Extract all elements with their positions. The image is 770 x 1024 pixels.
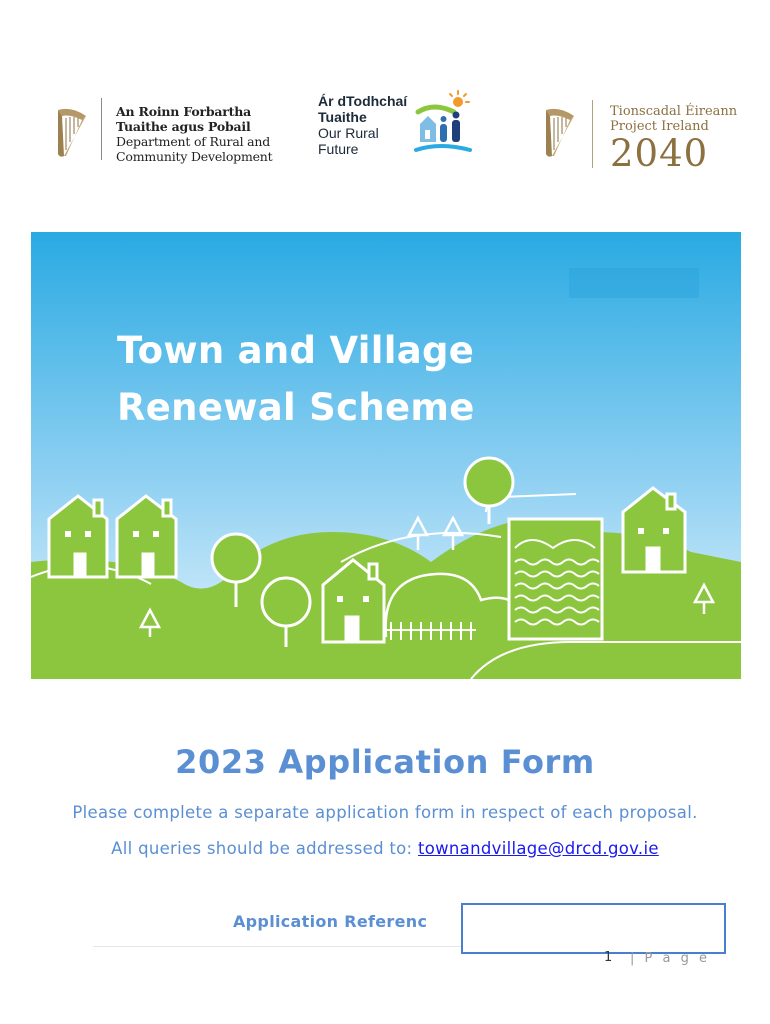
pi-line-2: Project Ireland — [610, 119, 709, 134]
header-logos — [0, 88, 770, 178]
page-label: | P a g e — [630, 951, 710, 966]
application-reference-field[interactable] — [461, 903, 726, 954]
rural-line-1: Ár dTodhchaí — [318, 93, 408, 109]
rural-future-text — [318, 93, 407, 157]
dept-name-text — [116, 104, 272, 164]
logo-divider — [101, 98, 102, 160]
pi-year: 2040 — [610, 132, 709, 175]
rural-line-4: Future — [318, 141, 359, 157]
rural-future-emblem-icon — [414, 88, 476, 160]
harp-icon — [540, 106, 580, 162]
rural-line-3: Our Rural — [318, 125, 379, 141]
project-ireland-2040-logo — [540, 88, 740, 178]
dept-line-2: Tuaithe agus Pobail — [116, 119, 251, 134]
application-reference-label: Application Referenc — [233, 912, 428, 931]
page-number: 1 — [604, 950, 613, 965]
dept-line-1: An Roinn Forbartha — [116, 104, 252, 119]
logo-divider — [592, 100, 593, 168]
queries-line — [0, 839, 770, 858]
dept-line-4: Community Development — [116, 149, 273, 164]
queries-prefix: All queries should be addressed to: — [111, 839, 413, 858]
dept-rural-community-logo — [50, 88, 280, 168]
dept-line-3: Department of Rural and — [116, 134, 271, 149]
footer-divider — [93, 946, 461, 947]
hero-title-line-2: Renewal Scheme — [117, 386, 475, 429]
harp-icon — [52, 106, 92, 162]
rural-line-2: Tuaithe — [318, 109, 367, 125]
pi-line-1: Tionscadal Éireann — [610, 104, 738, 119]
village-illustration — [31, 232, 741, 679]
our-rural-future-logo — [318, 88, 483, 168]
email-link[interactable]: townandvillage@drcd.gov.ie — [417, 839, 659, 858]
page-title: 2023 Application Form — [175, 743, 595, 781]
project-ireland-text — [610, 104, 737, 174]
instruction-text: Please complete a separate application form in respect of each proposal. — [72, 803, 698, 822]
hero-title — [117, 322, 475, 436]
hero-title-line-1: Town and Village — [117, 329, 475, 372]
hero-banner — [31, 232, 741, 679]
